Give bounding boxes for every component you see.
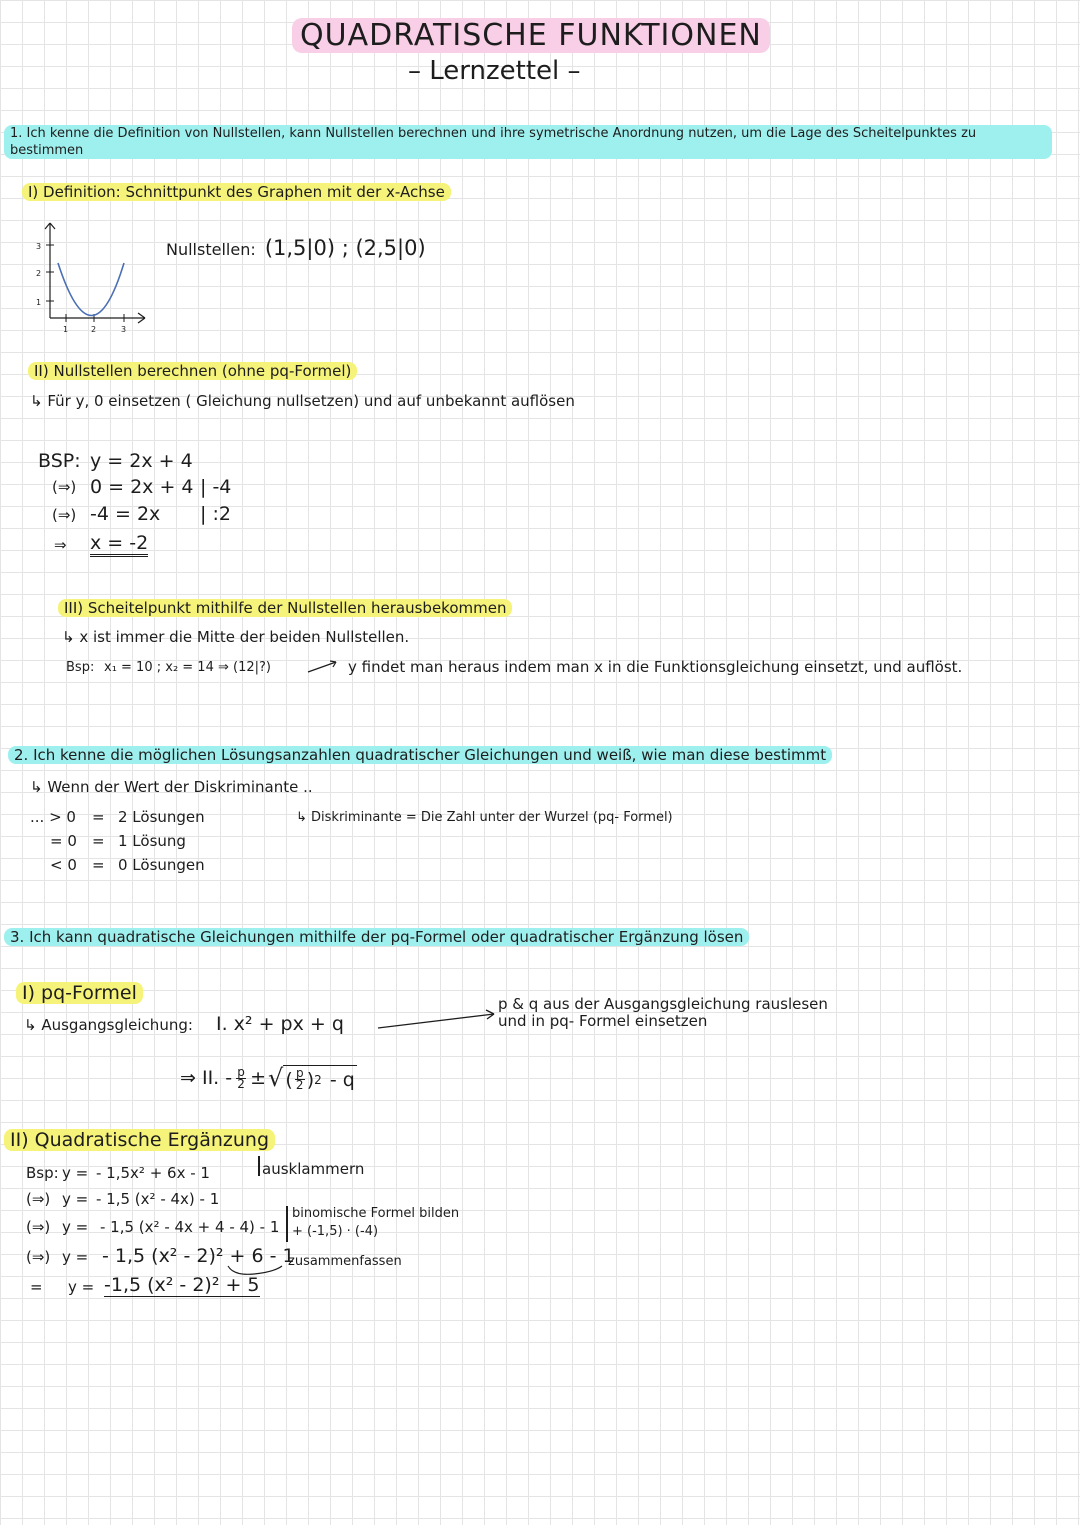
scheitelpunkt-heading: III) Scheitelpunkt mithilfe der Nullstellen herausbekommen — [58, 599, 512, 617]
qe-line-3-op: binomische Formel bilden — [292, 1206, 460, 1221]
pq-radicand-fraction — [295, 1068, 305, 1091]
pq-formula-prefix: ⇒ II. - — [180, 1067, 233, 1089]
bsp-line-3-op: | :2 — [200, 503, 231, 525]
section-1-heading-line1: 1. Ich kenne die Definition von Nullstellen, kann Nullstellen berechnen und ihre symetrische Anordnung nutzen, um die Lage des Scheitelpunktes zu — [10, 126, 977, 141]
page-title: QUADRATISCHE FUNKTIONEN — [292, 18, 770, 53]
qe-line-1-rhs: - 1,5x² + 6x - 1 — [96, 1164, 210, 1182]
bsp-line-1: y = 2x + 4 — [90, 450, 193, 472]
graph-ytick-2: 2 — [36, 269, 42, 278]
pq-plusminus: ± — [250, 1067, 267, 1089]
ausgang-equation: I. x² + px + q — [216, 1013, 344, 1035]
qe-line-4-prefix: (⇒) — [26, 1248, 51, 1266]
pq-note — [498, 996, 828, 1030]
pq-note-line1: p & q aus der Ausgangsgleichung rauslesen — [498, 995, 828, 1013]
qe-line-2-rhs: - 1,5 (x² - 4x) - 1 — [96, 1190, 220, 1208]
nullstellen-berechnen-heading: II) Nullstellen berechnen (ohne pq-Formel) — [28, 362, 357, 380]
nullstellen-berechnen-instruction: ↳ Für y, 0 einsetzen ( Gleichung nullsetzen) und auf unbekannt auflösen — [30, 392, 575, 410]
section-3-heading: 3. Ich kann quadratische Gleichungen mithilfe der pq-Formel oder quadratischer Ergänzung lösen — [4, 928, 749, 946]
definition-heading: I) Definition: Schnittpunkt des Graphen mit der x-Achse — [22, 183, 451, 201]
qe-line-4-op: zusammenfassen — [288, 1254, 402, 1269]
qe-line-1-op: ausklammern — [262, 1160, 365, 1178]
qe-line-2-prefix: (⇒) — [26, 1190, 51, 1208]
pq-radicand-num: p — [295, 1066, 304, 1080]
qe-line-4-lhs: y = — [62, 1248, 89, 1266]
cond-row-1-result: 2 Lösungen — [118, 808, 205, 826]
cond-row-3-eq: = — [92, 856, 105, 874]
nullstellen-line — [166, 236, 426, 260]
pq-fraction-num: p — [237, 1064, 245, 1079]
pq-fraction — [236, 1064, 246, 1091]
qe-heading: II) Quadratische Ergänzung — [4, 1129, 275, 1151]
qe-result: -1,5 (x² - 2)² + 5 — [104, 1274, 260, 1296]
cond-row-2-cond: = 0 — [50, 832, 77, 850]
graph-ytick-3: 3 — [36, 242, 42, 251]
bsp-result: x = -2 — [90, 532, 148, 557]
qe-line-4-rhs: - 1,5 (x² - 2)² + 6 - 1 — [102, 1245, 295, 1267]
nullstellen-value: (1,5|0) ; (2,5|0) — [264, 236, 426, 260]
qe-line-1-lhs: y = — [62, 1164, 89, 1182]
scheitelpunkt-explanation: y findet man heraus indem man x in die Funktionsgleichung einsetzt, und auflöst. — [348, 658, 963, 676]
ausgang-label: ↳ Ausgangsgleichung: — [24, 1016, 193, 1034]
graph-xtick-1: 1 — [63, 325, 69, 334]
pq-note-line2: und in pq- Formel einsetzen — [498, 1012, 708, 1030]
bsp-line-2-op: | -4 — [200, 476, 232, 498]
page-subtitle: – Lernzettel – — [408, 56, 581, 86]
qe-line-3-rhs: - 1,5 (x² - 4x + 4 - 4) - 1 — [100, 1218, 280, 1236]
bsp-line-3-prefix: (⇒) — [52, 506, 77, 524]
qe-binom-extra: + (-1,5) · (-4) — [292, 1224, 379, 1239]
bsp-label: BSP: — [38, 450, 81, 472]
qe-line-2-lhs: y = — [62, 1190, 89, 1208]
bsp-line-2: 0 = 2x + 4 — [90, 476, 194, 498]
cond-row-2-result: 1 Lösung — [118, 832, 186, 850]
pq-minus-q: - q — [329, 1068, 355, 1091]
pq-fraction-den: 2 — [237, 1076, 245, 1091]
scheitelpunkt-note: ↳ x ist immer die Mitte der beiden Nullstellen. — [62, 628, 410, 646]
graph-xtick-2: 2 — [91, 325, 97, 334]
diskriminante-note: ↳ Diskriminante = Die Zahl unter der Wurzel (pq- Formel) — [296, 810, 673, 825]
qe-bsp-label: Bsp: — [26, 1164, 59, 1182]
graph-xtick-3: 3 — [121, 325, 127, 334]
cond-row-1-cond: ... > 0 — [30, 808, 76, 826]
pq-radicand-den: 2 — [295, 1078, 304, 1092]
qe-line-3-lhs: y = — [62, 1218, 89, 1236]
pq-square: 2 — [314, 1072, 322, 1087]
diskriminante-intro: ↳ Wenn der Wert der Diskriminante .. — [30, 778, 313, 796]
scheitelpunkt-bsp-label: Bsp: — [66, 660, 95, 675]
cond-row-3-result: 0 Lösungen — [118, 856, 205, 874]
bsp-line-3: -4 = 2x — [90, 503, 161, 525]
qe-line-3-prefix: (⇒) — [26, 1218, 51, 1236]
pq-formula — [180, 1064, 357, 1092]
bsp-line-4-prefix: ⇒ — [54, 536, 67, 554]
pq-radicand: ( p 2 ) 2 - q — [285, 1066, 355, 1092]
bsp-line-2-prefix: (⇒) — [52, 478, 77, 496]
pq-heading: I) pq-Formel — [16, 982, 143, 1004]
sqrt-icon: √ — [268, 1064, 284, 1092]
scheitelpunkt-bsp-values: x₁ = 10 ; x₂ = 14 ⇒ (12|?) — [104, 660, 271, 675]
arrow-right-icon — [376, 1006, 506, 1036]
cond-row-3-cond: < 0 — [50, 856, 77, 874]
parabola-graph — [30, 218, 160, 338]
section-2-heading: 2. Ich kenne die möglichen Lösungsanzahlen quadratischer Gleichungen und weiß, wie man diese bestimmt — [8, 746, 832, 764]
graph-ytick-1: 1 — [36, 298, 42, 307]
nullstellen-label: Nullstellen: — [166, 240, 256, 259]
cond-row-2-eq: = — [92, 832, 105, 850]
qe-line-5-prefix: = — [30, 1278, 43, 1296]
section-1-heading — [4, 125, 1052, 159]
section-1-heading-line2: bestimmen — [10, 143, 84, 158]
cond-row-1-eq: = — [92, 808, 105, 826]
qe-line-5-lhs: y = — [68, 1278, 95, 1296]
arrow-icon — [306, 656, 346, 676]
